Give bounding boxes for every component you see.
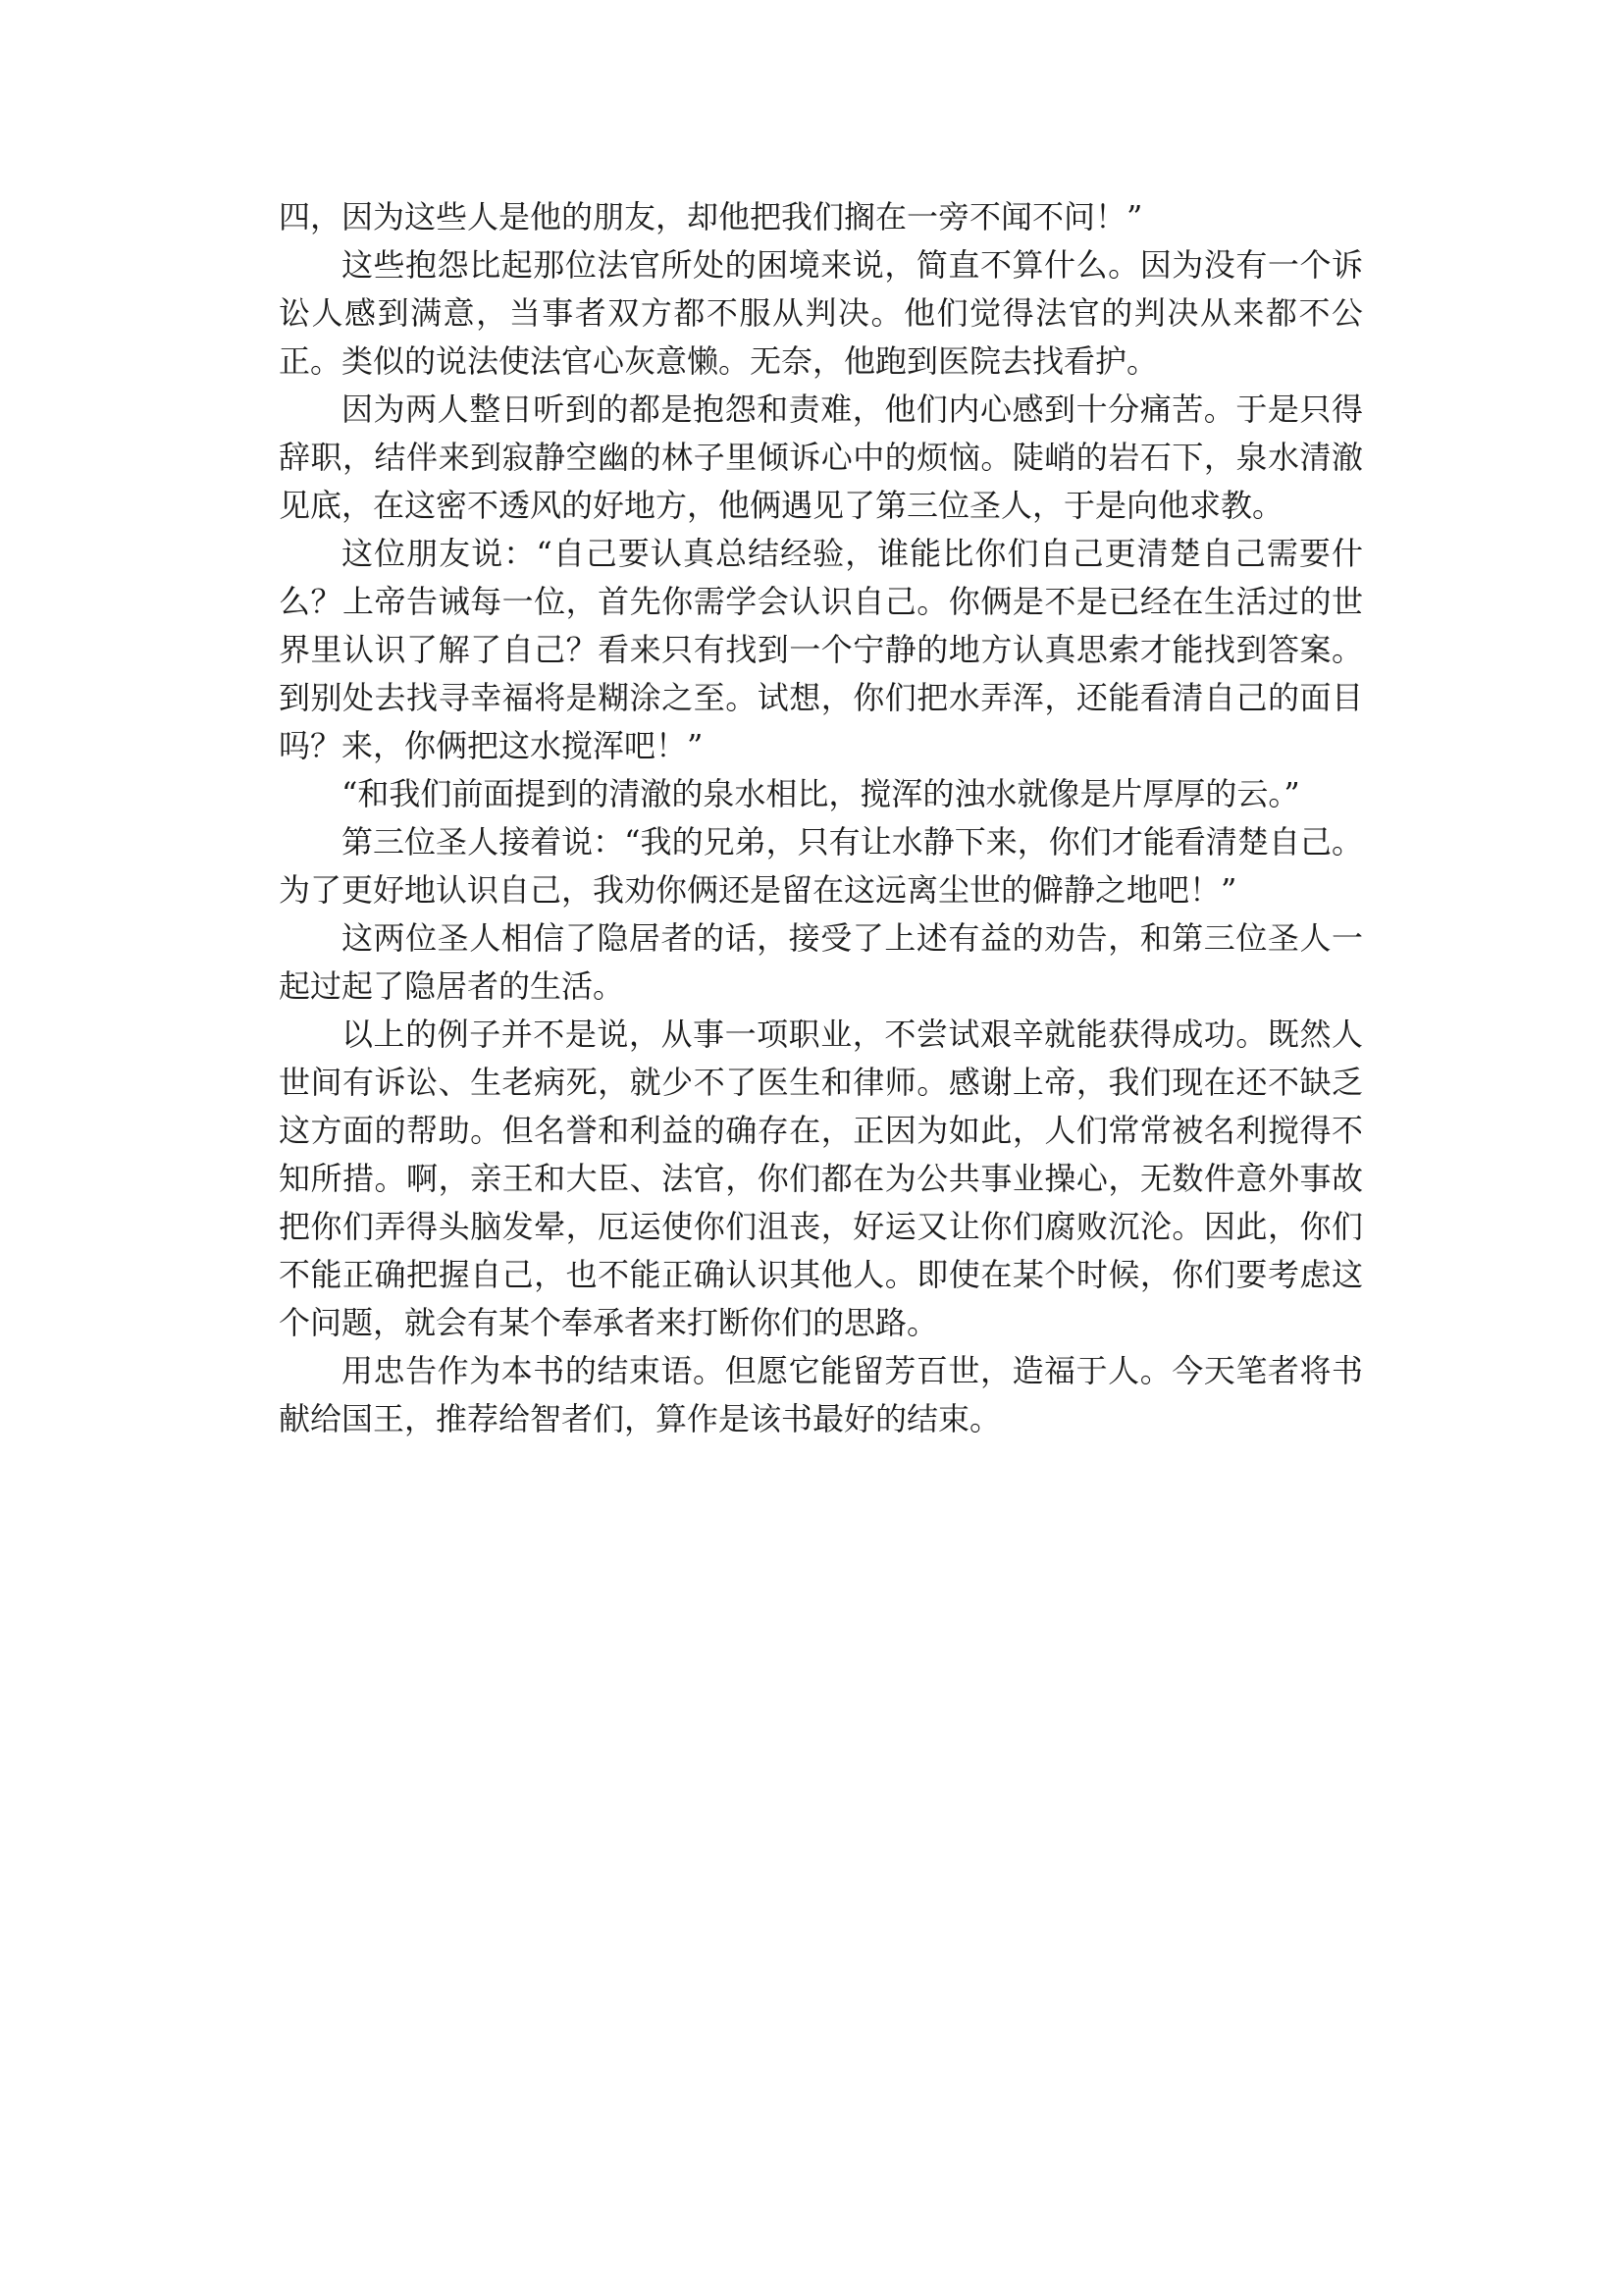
body-text: [279, 193, 1363, 1443]
paragraph-9: 用忠告作为本书的结束语。但愿它能留芳百世，造福于人。今天笔者将书献给国王，推荐给智者们，算作是该书最好的结束。: [279, 1352, 1363, 1437]
paragraph-7: 这两位圣人相信了隐居者的话，接受了上述有益的劝告，和第三位圣人一起过起了隐居者的生活。: [279, 919, 1363, 1005]
paragraph-1: 四，因为这些人是他的朋友，却他把我们搁在一旁不闻不问！”: [279, 198, 1143, 235]
paragraph-2: 这些抱怨比起那位法官所处的困境来说，简直不算什么。因为没有一个诉讼人感到满意，当事者双方都不服从判决。他们觉得法官的判决从来都不公正。类似的说法使法官心灰意懒。无奈，他跑到医院去找看护。: [279, 246, 1363, 380]
paragraph-4: 这位朋友说：“自己要认真总结经验，谁能比你们自己更清楚自己需要什么？上帝告诫每一位，首先你需学会认识自己。你俩是不是已经在生活过的世界里认识了解了自己？看来只有找到一个宁静的地方认真思索才能找到答案。到别处去找寻幸福将是糊涂之至。试想，你们把水弄浑，还能看清自己的面目吗？来，你俩把这水搅浑吧！”: [279, 535, 1363, 764]
paragraph-8: 以上的例子并不是说，从事一项职业，不尝试艰辛就能获得成功。既然人世间有诉讼、生老病死，就少不了医生和律师。感谢上帝，我们现在还不缺乏这方面的帮助。但名誉和利益的确存在，正因为如此，人们常常被名利搅得不知所措。啊，亲王和大臣、法官，你们都在为公共事业操心，无数件意外事故把你们弄得头脑发晕，厄运使你们沮丧，好运又让你们腐败沉沦。因此，你们不能正确把握自己，也不能正确认识其他人。即使在某个时候，你们要考虑这个问题，就会有某个奉承者来打断你们的思路。: [279, 1016, 1363, 1341]
paragraph-3: 因为两人整日听到的都是抱怨和责难，他们内心感到十分痛苦。于是只得辞职，结伴来到寂静空幽的林子里倾诉心中的烦恼。陡峭的岩石下，泉水清澈见底，在这密不透风的好地方，他俩遇见了第三位圣人，于是向他求教。: [279, 391, 1363, 524]
paragraph-6: 第三位圣人接着说：“我的兄弟，只有让水静下来，你们才能看清楚自己。为了更好地认识自己，我劝你俩还是留在这远离尘世的僻静之地吧！”: [279, 823, 1363, 909]
paragraph-5: “和我们前面提到的清澈的泉水相比，搅浑的浊水就像是片厚厚的云。”: [341, 775, 1300, 812]
